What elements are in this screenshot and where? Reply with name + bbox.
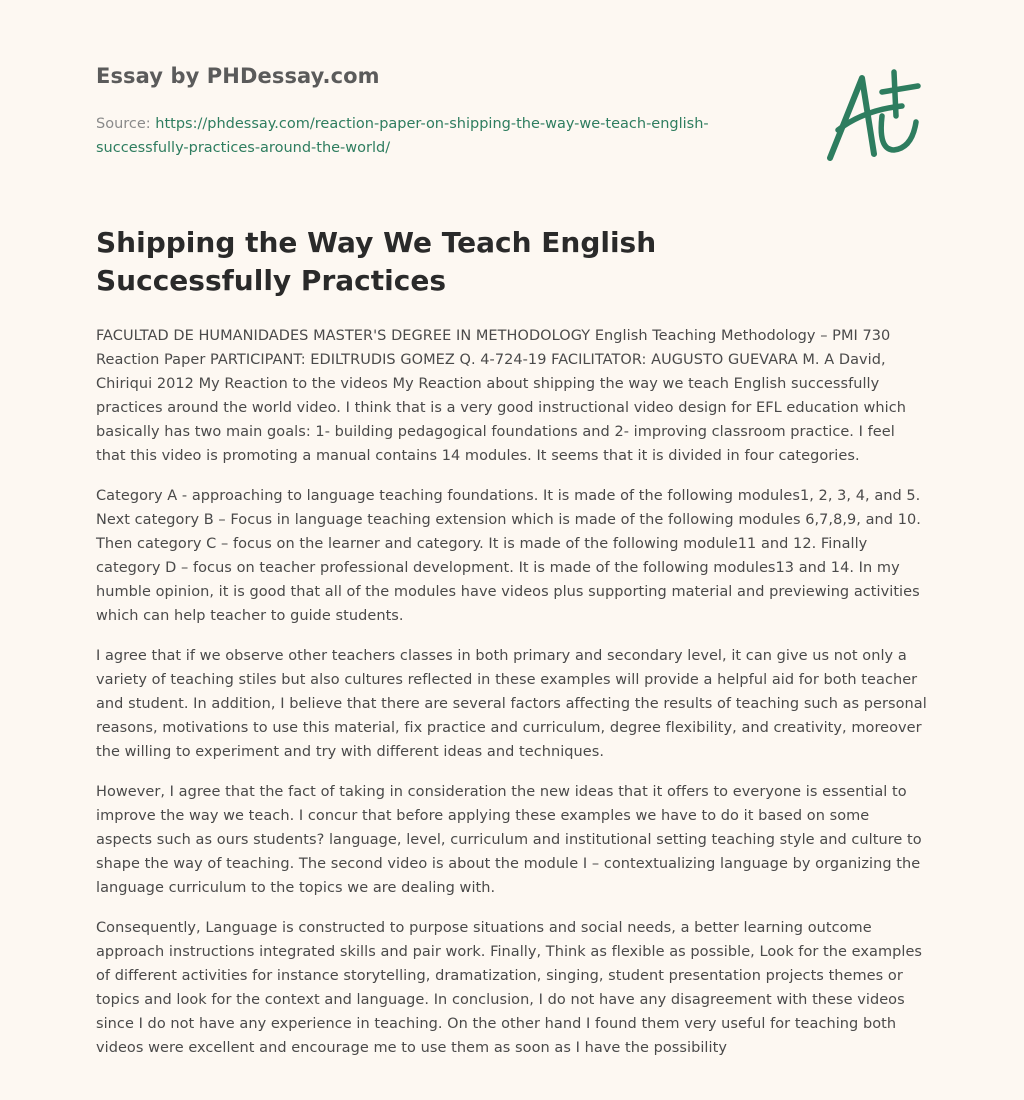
site-header <box>96 0 928 190</box>
essay-paragraph-3: I agree that if we observe other teachers classes in both primary and secondary level, it can give us not only a variety of teaching stiles but also cultures reflected in these examples will provide a helpful aid for both teacher and student. In addition, I believe that there are several factors affecting the results of teaching such as personal reasons, motivations to use this material, fix practice and curriculum, degree flexibility, and creativity, moreover the willing to experiment and try with different ideas and techniques. <box>96 648 927 760</box>
essay-paragraph-1: FACULTAD DE HUMANIDADES MASTER'S DEGREE IN METHODOLOGY English Teaching Methodology – PMI 730 Reaction Paper PARTICIPANT: EDILTRUDIS GOMEZ Q. 4-724-19 FACILITATOR: AUGUSTO GUEVARA M. A David, Chiriqui 2012 My Reaction to the videos My Reaction about shipping the way we teach English successfully practices around the world video. I think that is a very good instructional video design for EFL education which basically has two main goals: 1- building pedagogical foundations and 2- improving classroom practice. I feel that this video is promoting a manual contains 14 modules. It seems that it is divided in four categories. <box>96 328 906 464</box>
essay-paragraph-2: Category A - approaching to language teaching foundations. It is made of the following modules1, 2, 3, 4, and 5. Next category B – Focus in language teaching extension which is made of the following modules 6,7,8,9, and 10. Then category C – focus on the learner and category. It is made of the following module11 and 12. Finally category D – focus on teacher professional development. It is made of the following modules13 and 14. In my humble opinion, it is good that all of the modules have videos plus supporting material and previewing activities which can help teacher to guide students. <box>96 488 921 624</box>
essay-paragraph-5: Consequently, Language is constructed to purpose situations and social needs, a better learning outcome approach instructions integrated skills and pair work. Finally, Think as flexible as possible, Look for the examples of different activities for instance storytelling, dramatization, singing, student presentation projects themes or topics and look for the context and language. In conclusion, I do not have any disagreement with these videos since I do not have any experience in teaching. On the other hand I found them very useful for teaching both videos were excellent and encourage me to use them as soon as I have the possibility <box>96 920 923 1056</box>
source-label: Source: <box>96 116 151 132</box>
source-link[interactable]: https://phdessay.com/reaction-paper-on-shipping-the-way-we-teach-english-successfully-practices-around-the-world/ <box>96 116 709 156</box>
source-line <box>96 112 796 160</box>
essay-page <box>96 0 928 1056</box>
brand-name: Essay by PHDessay.com <box>96 64 380 88</box>
essay-body <box>96 324 928 1076</box>
a-plus-logo-icon <box>824 66 924 166</box>
essay-title: Shipping the Way We Teach English Successfully Practices <box>96 226 657 297</box>
essay-paragraph-4: However, I agree that the fact of taking in consideration the new ideas that it offers to everyone is essential to improve the way we teach. I concur that before applying these examples we have to do it based on some aspects such as ours students? language, level, curriculum and institutional setting teaching style and culture to shape the way of teaching. The second video is about the module I – contextualizing language by organizing the language curriculum to the topics we are dealing with. <box>96 784 922 896</box>
